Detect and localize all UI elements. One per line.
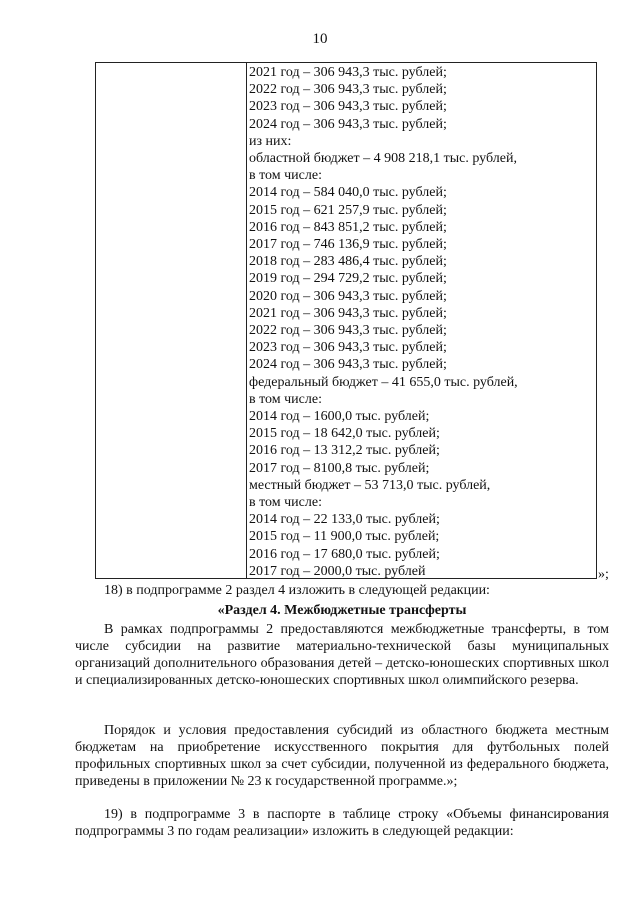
budget-line: федеральный бюджет – 41 655,0 тыс. рублей, — [249, 374, 518, 390]
budget-line: 2015 год – 11 900,0 тыс. рублей; — [249, 529, 440, 545]
budget-line: 2016 год – 843 851,2 тыс. рублей; — [249, 219, 447, 235]
budget-lines — [249, 64, 589, 580]
item-18-text: 18) в подпрограмме 2 раздел 4 изложить в следующей редакции: — [104, 583, 490, 598]
budget-line: из них: — [249, 133, 292, 149]
budget-line: областной бюджет – 4 908 218,1 тыс. рублей, — [249, 151, 517, 167]
budget-line: в том числе: — [249, 391, 322, 407]
table-column-divider — [246, 63, 247, 578]
budget-table — [95, 62, 597, 579]
paragraph-subsidy-procedure: Порядок и условия предоставления субсидий из областного бюджета местным бюджетам на приобретение искусственного покрытия для футбольных полей профильных спортивных школ за счет субсидии, полученной из федерального бюджета, приведены в приложении № 23 к государственной программе.»; — [75, 723, 609, 789]
item-19-text: 19) в подпрограмме 3 в паспорте в таблице строку «Объемы финансирования подпрограммы 3 по годам реализации» изложить в следующей редакции: — [75, 807, 609, 839]
budget-line: местный бюджет – 53 713,0 тыс. рублей, — [249, 477, 491, 493]
budget-line: 2023 год – 306 943,3 тыс. рублей; — [249, 340, 447, 356]
budget-line: 2021 год – 306 943,3 тыс. рублей; — [249, 65, 447, 80]
budget-line: 2023 год – 306 943,3 тыс. рублей; — [249, 99, 447, 115]
budget-line: в том числе: — [249, 495, 322, 511]
budget-line: 2014 год – 584 040,0 тыс. рублей; — [249, 185, 447, 201]
paragraph-interbudget-transfers: В рамках подпрограммы 2 предоставляются межбюджетные трансферты, в том числе субсидии на развитие материально-технической базы муниципальных организаций дополнительного образования детей – детско-юношеских спортивных школ и специализированных детско-юношеских спортивных школ олимпийского резерва. — [75, 622, 609, 688]
budget-line: 2014 год – 1600,0 тыс. рублей; — [249, 409, 430, 425]
budget-line: 2019 год – 294 729,2 тыс. рублей; — [249, 271, 447, 287]
budget-line: 2016 год – 17 680,0 тыс. рублей; — [249, 546, 440, 562]
budget-line: 2018 год – 283 486,4 тыс. рублей; — [249, 254, 447, 270]
section-heading: «Раздел 4. Межбюджетные трансферты — [217, 603, 467, 618]
budget-line: 2017 год – 2000,0 тыс. рублей — [249, 563, 426, 579]
table-closing-mark: »; — [598, 567, 609, 582]
budget-line: 2017 год – 746 136,9 тыс. рублей; — [249, 237, 447, 253]
budget-line: 2015 год – 621 257,9 тыс. рублей; — [249, 202, 447, 218]
budget-line: 2024 год – 306 943,3 тыс. рублей; — [249, 116, 447, 132]
budget-line: 2020 год – 306 943,3 тыс. рублей; — [249, 288, 447, 304]
budget-line: 2015 год – 18 642,0 тыс. рублей; — [249, 426, 440, 442]
budget-line: 2024 год – 306 943,3 тыс. рублей; — [249, 357, 447, 373]
budget-line: 2022 год – 306 943,3 тыс. рублей; — [249, 82, 447, 98]
budget-line: 2022 год – 306 943,3 тыс. рублей; — [249, 323, 447, 339]
budget-line: 2014 год – 22 133,0 тыс. рублей; — [249, 512, 440, 528]
budget-line: 2021 год – 306 943,3 тыс. рублей; — [249, 305, 447, 321]
budget-line: 2016 год – 13 312,2 тыс. рублей; — [249, 443, 440, 459]
page-number: 10 — [312, 31, 328, 47]
budget-line: 2017 год – 8100,8 тыс. рублей; — [249, 460, 430, 476]
budget-line: в том числе: — [249, 168, 322, 184]
